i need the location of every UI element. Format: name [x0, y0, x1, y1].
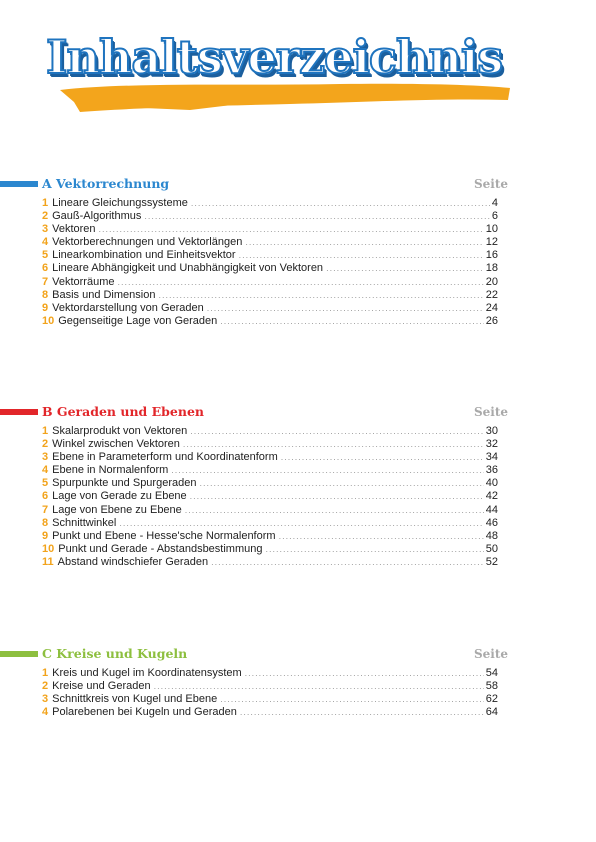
entry-title: Skalarprodukt von Vektoren — [52, 425, 188, 437]
toc-entry[interactable] — [42, 425, 498, 438]
dot-leader — [239, 249, 484, 262]
toc-entry[interactable] — [42, 680, 498, 693]
entry-number: 1 — [42, 425, 49, 437]
entry-number: 4 — [42, 464, 49, 477]
section-b-entries — [42, 425, 498, 569]
entry-page: 40 — [485, 477, 498, 490]
dot-leader — [211, 556, 484, 569]
toc-entry[interactable] — [42, 490, 498, 503]
dot-leader — [119, 517, 483, 530]
entry-page: 62 — [485, 693, 498, 706]
entry-page: 36 — [485, 464, 498, 477]
entry-page: 6 — [491, 210, 498, 223]
section-b-header — [42, 404, 508, 420]
entry-number: 7 — [42, 275, 49, 288]
dot-leader — [171, 464, 483, 477]
entry-title: Abstand windschiefer Geraden — [57, 555, 209, 568]
dot-leader — [99, 223, 484, 236]
toc-entry[interactable] — [42, 543, 498, 556]
toc-entry[interactable] — [42, 464, 498, 477]
toc-entry[interactable] — [42, 262, 498, 275]
toc-entry[interactable] — [42, 693, 498, 706]
entry-page: 26 — [485, 314, 498, 327]
entry-page: 10 — [485, 223, 498, 236]
entry-title: Ebene in Normalenform — [52, 464, 169, 477]
entry-title: Punkt und Gerade - Abstandsbestimmung — [58, 542, 263, 555]
dot-leader — [220, 315, 483, 328]
section-b-page-label: Seite — [473, 405, 508, 419]
section-a-header — [42, 176, 508, 192]
entry-title: Vektoren — [52, 223, 96, 236]
entry-title: Spurpunkte und Spurgeraden — [52, 477, 197, 490]
section-c-entries — [42, 667, 498, 719]
section-c-color-bar — [0, 651, 38, 657]
section-c-header — [42, 646, 508, 662]
entry-title: Punkt und Ebene - Hesse'sche Normalenform — [52, 529, 276, 542]
entry-title: Winkel zwischen Vektoren — [52, 438, 180, 451]
entry-title: Lineare Gleichungssysteme — [52, 197, 188, 209]
dot-leader — [144, 210, 489, 223]
dot-leader — [281, 451, 484, 464]
entry-page: 34 — [485, 451, 498, 464]
entry-page: 32 — [485, 438, 498, 451]
dot-leader — [158, 289, 483, 302]
entry-number: 2 — [42, 210, 49, 223]
section-c-title: C Kreise und Kugeln — [42, 646, 188, 661]
entry-number: 10 — [42, 314, 55, 327]
toc-entry[interactable] — [42, 302, 498, 315]
section-b-color-bar — [0, 409, 38, 415]
entry-title: Schnittkreis von Kugel und Ebene — [52, 693, 218, 706]
entry-title: Polarebenen bei Kugeln und Geraden — [52, 706, 237, 719]
section-a-entries — [42, 197, 498, 328]
entry-page: 22 — [485, 288, 498, 301]
entry-title: Vektorberechnungen und Vektorlängen — [52, 236, 243, 249]
entry-number: 5 — [42, 249, 49, 262]
toc-entry[interactable] — [42, 236, 498, 249]
entry-page: 12 — [485, 236, 498, 249]
dot-leader — [118, 276, 484, 289]
entry-title: Kreis und Kugel im Koordinatensystem — [52, 667, 242, 679]
entry-title: Lage von Gerade zu Ebene — [52, 490, 187, 503]
entry-page: 44 — [485, 503, 498, 516]
dot-leader — [154, 680, 484, 693]
dot-leader — [265, 543, 483, 556]
entry-title: Vektorräume — [52, 275, 115, 288]
entry-page: 52 — [485, 555, 498, 568]
entry-title: Basis und Dimension — [52, 288, 156, 301]
toc-entry[interactable] — [42, 530, 498, 543]
entry-title: Schnittwinkel — [52, 516, 117, 529]
toc-entry[interactable] — [42, 438, 498, 451]
entry-page: 16 — [485, 249, 498, 262]
entry-page: 4 — [491, 197, 498, 209]
dot-leader — [185, 504, 484, 517]
entry-page: 54 — [485, 667, 498, 679]
entry-title: Lage von Ebene zu Ebene — [52, 503, 182, 516]
dot-leader — [207, 302, 484, 315]
entry-number: 1 — [42, 197, 49, 209]
entry-number: 9 — [42, 301, 49, 314]
toc-entry[interactable] — [42, 197, 498, 210]
section-a-color-bar — [0, 181, 38, 187]
entry-number: 7 — [42, 503, 49, 516]
entry-number: 2 — [42, 438, 49, 451]
dot-leader — [183, 438, 484, 451]
entry-number: 2 — [42, 680, 49, 693]
entry-number: 4 — [42, 236, 49, 249]
entry-number: 11 — [42, 555, 54, 568]
entry-number: 10 — [42, 542, 55, 555]
entry-page: 24 — [485, 301, 498, 314]
entry-title: Gauß-Algorithmus — [52, 210, 142, 223]
toc-entry[interactable] — [42, 504, 498, 517]
entry-title: Vektordarstellung von Geraden — [52, 301, 204, 314]
dot-leader — [199, 477, 483, 490]
toc-entry[interactable] — [42, 276, 498, 289]
dot-leader — [240, 706, 484, 719]
entry-page: 48 — [485, 529, 498, 542]
entry-number: 1 — [42, 667, 49, 679]
dot-leader — [220, 693, 484, 706]
entry-number: 6 — [42, 262, 49, 275]
entry-number: 5 — [42, 477, 49, 490]
toc-entry[interactable] — [42, 249, 498, 262]
entry-page: 42 — [485, 490, 498, 503]
dot-leader — [190, 490, 484, 503]
page-header — [40, 28, 560, 118]
section-c-page-label: Seite — [473, 647, 508, 661]
entry-page: 58 — [485, 680, 498, 693]
entry-number: 3 — [42, 693, 49, 706]
dot-leader — [245, 667, 484, 680]
entry-number: 8 — [42, 288, 49, 301]
entry-page: 20 — [485, 275, 498, 288]
toc-entry[interactable] — [42, 706, 498, 719]
toc-entry[interactable] — [42, 477, 498, 490]
entry-number: 8 — [42, 516, 49, 529]
toc-entry[interactable] — [42, 517, 498, 530]
dot-leader — [245, 236, 483, 249]
entry-title: Kreise und Geraden — [52, 680, 151, 693]
toc-entry[interactable] — [42, 667, 498, 680]
dot-leader — [190, 425, 483, 438]
entry-number: 3 — [42, 223, 49, 236]
section-a-title: A Vektorrechnung — [42, 176, 170, 191]
entry-title: Gegenseitige Lage von Geraden — [58, 314, 218, 327]
dot-leader — [279, 530, 484, 543]
toc-entry[interactable] — [42, 556, 498, 569]
page-title: Inhaltsverzeichnis — [46, 30, 503, 84]
entry-title: Lineare Abhängigkeit und Unabhängigkeit von Vektoren — [52, 262, 324, 275]
dot-leader — [191, 197, 490, 210]
entry-number: 9 — [42, 529, 49, 542]
entry-page: 64 — [485, 706, 498, 719]
toc-entry[interactable] — [42, 451, 498, 464]
entry-number: 6 — [42, 490, 49, 503]
entry-number: 3 — [42, 451, 49, 464]
toc-entry[interactable] — [42, 315, 498, 328]
entry-page: 18 — [485, 262, 498, 275]
entry-page: 50 — [485, 542, 498, 555]
entry-page: 30 — [485, 425, 498, 437]
dot-leader — [326, 262, 484, 275]
entry-title: Linearkombination und Einheitsvektor — [52, 249, 236, 262]
toc-entry[interactable] — [42, 210, 498, 223]
section-a-page-label: Seite — [473, 177, 508, 191]
entry-title: Ebene in Parameterform und Koordinatenform — [52, 451, 278, 464]
toc-entry[interactable] — [42, 223, 498, 236]
section-b-title: B Geraden und Ebenen — [42, 404, 204, 419]
entry-number: 4 — [42, 706, 49, 719]
entry-page: 46 — [485, 516, 498, 529]
toc-entry[interactable] — [42, 289, 498, 302]
